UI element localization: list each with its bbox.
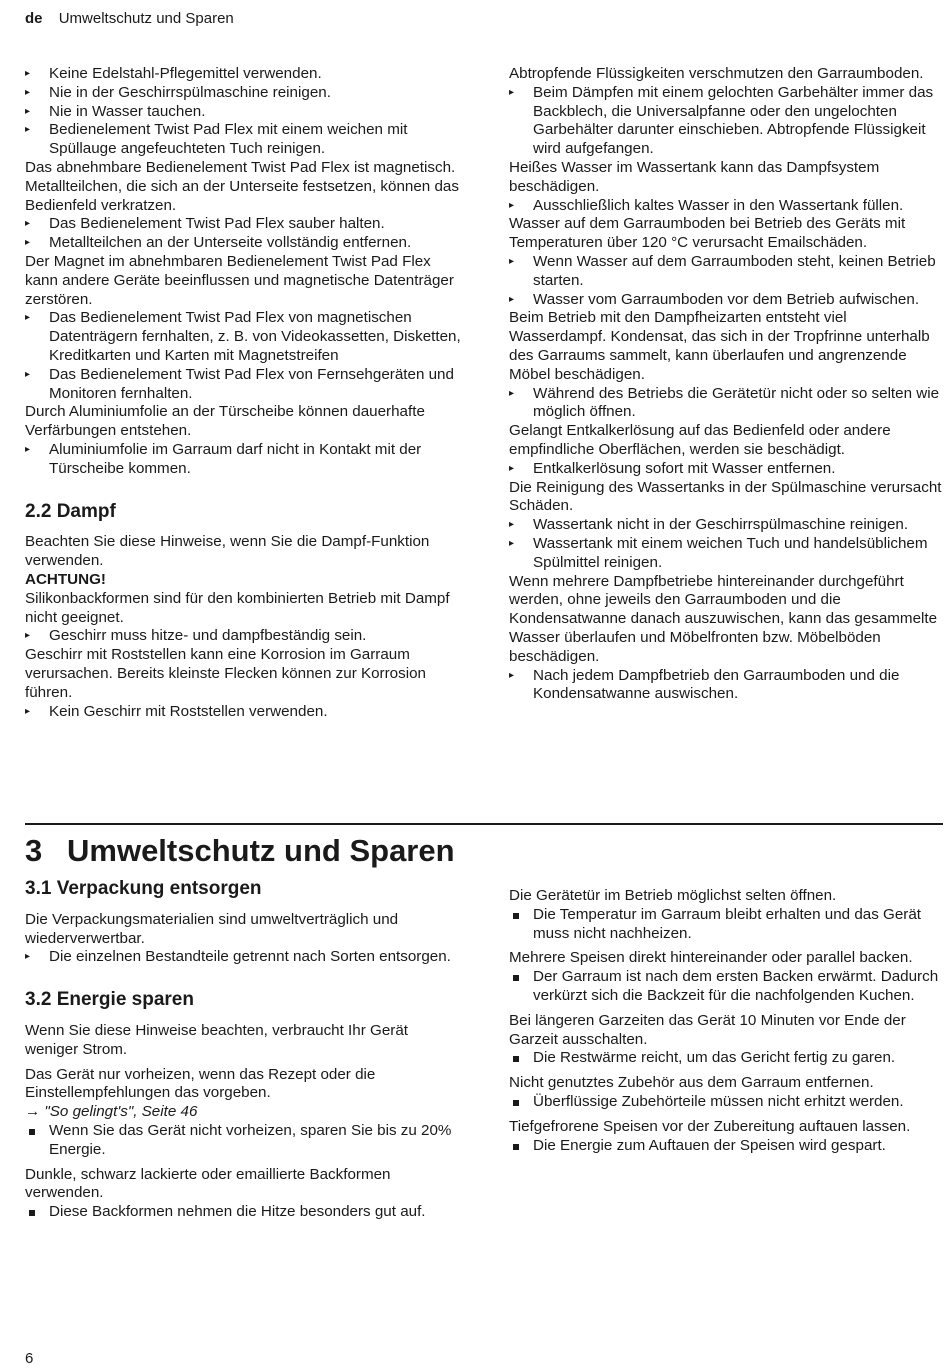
paragraph: Wenn Sie diese Hinweise beachten, verbraucht Ihr Gerät weniger Strom. [25,1021,408,1058]
result-item: Wenn Sie das Gerät nicht vorheizen, sparen Sie bis zu 20% Energie. [25,1122,465,1160]
instruction-item: ▸ Das Bedienelement Twist Pad Flex sauber halten. [25,215,385,233]
paragraph: Das abnehmbare Bedienelement Twist Pad Flex ist magnetisch. Metallteilchen, die sich an der Unterseite festsetzen, können das Bedienfeld verkratzen. [25,158,459,214]
result-item: Diese Backformen nehmen die Hitze besonders gut auf. [25,1203,465,1222]
arrow-bullet-icon: ▸ [25,86,31,98]
arrow-bullet-icon: ▸ [509,519,515,531]
result-item: Die Temperatur im Garraum bleibt erhalten und das Gerät muss nicht nachheizen. [509,906,943,944]
upper-right-column [509,65,943,704]
lower-left-column [25,860,465,1222]
arrow-bullet-icon: ▸ [509,462,515,474]
instruction-item: ▸ Keine Edelstahl-Pflegemittel verwenden. [25,65,322,82]
result-item: Die Restwärme reicht, um das Gericht fertig zu garen. [509,1049,943,1068]
result-item: Der Garraum ist nach dem ersten Backen erwärmt. Dadurch verkürzt sich die Backzeit für die nachfolgenden Kuchen. [509,968,943,1006]
instruction-item: ▸ Geschirr muss hitze- und dampfbeständig sein. [25,627,367,645]
arrow-bullet-icon: ▸ [509,293,515,305]
paragraph: Silikonbackformen sind für den kombinierten Betrieb mit Dampf nicht geeignet. [25,589,450,626]
instruction-item: ▸ Das Bedienelement Twist Pad Flex von Fernsehgeräten und Monitoren fernhalten. [25,365,454,402]
arrow-bullet-icon: ▸ [25,705,31,717]
square-bullet-icon [29,1129,35,1135]
instruction-item: ▸ Bedienelement Twist Pad Flex mit einem weichen mit Spüllauge angefeuchteten Tuch reinigen. [25,121,408,158]
result-item: Die Energie zum Auftauen der Speisen wird gespart. [509,1137,943,1156]
arrow-bullet-icon: ▸ [509,537,515,549]
lower-right-column [509,887,943,1155]
instruction-item: ▸ Beim Dämpfen mit einem gelochten Garbehälter immer das Backblech, die Universalpfanne oder den ungelochten Garbehälter darunter einschieben. Abtropfende Flüssigkeit wird aufgefangen. [509,83,934,158]
paragraph: Der Magnet im abnehmbaren Bedienelement Twist Pad Flex kann andere Geräte beeinflussen und magnetische Datenträger zerstören. [25,252,454,308]
arrow-bullet-icon: ▸ [25,105,31,117]
arrow-bullet-icon: ▸ [25,237,31,249]
arrow-bullet-icon: ▸ [509,86,515,98]
instruction-item: ▸ Wassertank mit einem weichen Tuch und handelsüblichem Spülmittel reinigen. [509,534,928,571]
section-heading: 2.2 Dampf [25,500,116,522]
square-bullet-icon [513,913,519,919]
paragraph: Abtropfende Flüssigkeiten verschmutzen den Garraumboden. [509,65,924,82]
arrow-bullet-icon: ▸ [509,199,515,211]
instruction-item: ▸ Wenn Wasser auf dem Garraumboden steht, keinen Betrieb starten. [509,252,936,289]
paragraph: Wenn mehrere Dampfbetriebe hintereinander durchgeführt werden, ohne jeweils den Garraumboden und die Kondensatwanne danach auszuwischen, kann das gesammelte Wasser überlaufen und Möbelfronten bzw. Möbelböden beschädigen. [509,572,938,665]
paragraph: Heißes Wasser im Wassertank kann das Dampfsystem beschädigen. [509,158,880,195]
paragraph: Beachten Sie diese Hinweise, wenn Sie die Dampf-Funktion verwenden. [25,533,430,570]
result-item: Überflüssige Zubehörteile müssen nicht erhitzt werden. [509,1093,943,1112]
instruction-item: ▸ Nie in Wasser tauchen. [25,102,206,120]
square-bullet-icon [513,1144,519,1150]
paragraph: Die Gerätetür im Betrieb möglichst selten öffnen. [509,887,837,904]
arrow-bullet-icon: ▸ [25,218,31,230]
header-title: Umweltschutz und Sparen [58,10,234,27]
instruction-item: ▸ Nach jedem Dampfbetrieb den Garraumboden und die Kondensatwanne auswischen. [509,666,900,703]
square-bullet-icon [513,1056,519,1062]
paragraph: Geschirr mit Roststellen kann eine Korrosion im Garraum verursachen. Bereits kleinste Flecken können zur Korrosion führen. [25,646,426,701]
instruction-item: ▸ Wassertank nicht in der Geschirrspülmaschine reinigen. [509,516,909,534]
section-heading: 3.2 Energie sparen [25,989,194,1011]
paragraph: Tiefgefrorene Speisen vor der Zubereitung auftauen lassen. [509,1117,911,1135]
paragraph: Wasser auf dem Garraumboden bei Betrieb des Geräts mit Temperaturen über 120 °C verursacht Emailschäden. [509,215,906,252]
instruction-item: ▸ Die einzelnen Bestandteile getrennt nach Sorten entsorgen. [25,948,451,966]
square-bullet-icon [513,975,519,981]
section-heading: 3.1 Verpackung entsorgen [25,878,262,899]
instruction-item: ▸ Aluminiumfolie im Garraum darf nicht in Kontakt mit der Türscheibe kommen. [25,440,422,477]
paragraph: Gelangt Entkalkerlösung auf das Bedienfeld oder andere empfindliche Oberflächen, werden sie beschädigt. [509,422,891,458]
instruction-item: ▸ Entkalkerlösung sofort mit Wasser entfernen. [509,459,836,477]
instruction-item: ▸ Metallteilchen an der Unterseite vollständig entfernen. [25,234,412,252]
arrow-bullet-icon: ▸ [25,312,31,324]
paragraph: Beim Betrieb mit den Dampfheizarten entsteht viel Wasserdampf. Kondensat, das sich in der Tropfrinne unterhalb des Garraums sammelt, kann überlaufen und angrenzende Möbel beschädigen. [509,309,930,383]
warning-label: ACHTUNG! [25,570,106,588]
instruction-item: ▸ Ausschließlich kaltes Wasser in den Wassertank füllen. [509,196,904,214]
arrow-bullet-icon: ▸ [25,124,31,136]
paragraph: Die Verpackungsmaterialien sind umweltverträglich und wiederverwertbar. [25,910,399,947]
page-header [25,10,234,27]
paragraph: Bei längeren Garzeiten das Gerät 10 Minuten vor Ende der Garzeit ausschalten. [509,1011,906,1048]
instruction-item: ▸ Das Bedienelement Twist Pad Flex von magnetischen Datenträgern fernhalten, z. B. von Videokassetten, Disketten, Kreditkarten und Karten mit Magnetstreifen [25,309,461,364]
paragraph: Mehrere Speisen direkt hintereinander oder parallel backen. [509,949,913,967]
arrow-bullet-icon: ▸ [509,387,515,399]
arrow-bullet-icon: ▸ [25,630,31,642]
cross-reference-link[interactable]: → "So gelingt's", Seite 46 [25,1103,198,1121]
paragraph: Nicht genutztes Zubehör aus dem Garraum entfernen. [509,1074,874,1092]
arrow-bullet-icon: ▸ [509,255,515,267]
language-code: de [25,10,43,27]
instruction-item: ▸ Kein Geschirr mit Roststellen verwenden. [25,702,328,720]
paragraph: Das Gerät nur vorheizen, wenn das Rezept oder die Einstellempfehlungen das vorgeben. [25,1065,376,1102]
upper-left-column [25,65,465,721]
instruction-item: ▸ Wasser vom Garraumboden vor dem Betrieb aufwischen. [509,290,920,308]
chapter-number: 3 [25,833,43,868]
paragraph: Durch Aluminiumfolie an der Türscheibe können dauerhafte Verfärbungen entstehen. [25,403,425,440]
page-number: 6 [25,1350,34,1367]
square-bullet-icon [513,1100,519,1106]
arrow-bullet-icon: ▸ [25,951,31,963]
arrow-bullet-icon: ▸ [25,443,31,455]
instruction-item: ▸ Während des Betriebs die Gerätetür nicht oder so selten wie möglich öffnen. [509,384,940,421]
chapter-title: 3 Umweltschutz und Sparen [25,833,455,868]
instruction-item: ▸ Nie in der Geschirrspülmaschine reinigen. [25,83,331,101]
paragraph: Dunkle, schwarz lackierte oder emaillierte Backformen verwenden. [25,1165,391,1202]
square-bullet-icon [29,1210,35,1216]
arrow-bullet-icon: ▸ [25,368,31,380]
paragraph: Die Reinigung des Wassertanks in der Spülmaschine verursacht Schäden. [509,478,942,515]
arrow-bullet-icon: ▸ [509,669,515,681]
arrow-bullet-icon: ▸ [25,68,31,79]
